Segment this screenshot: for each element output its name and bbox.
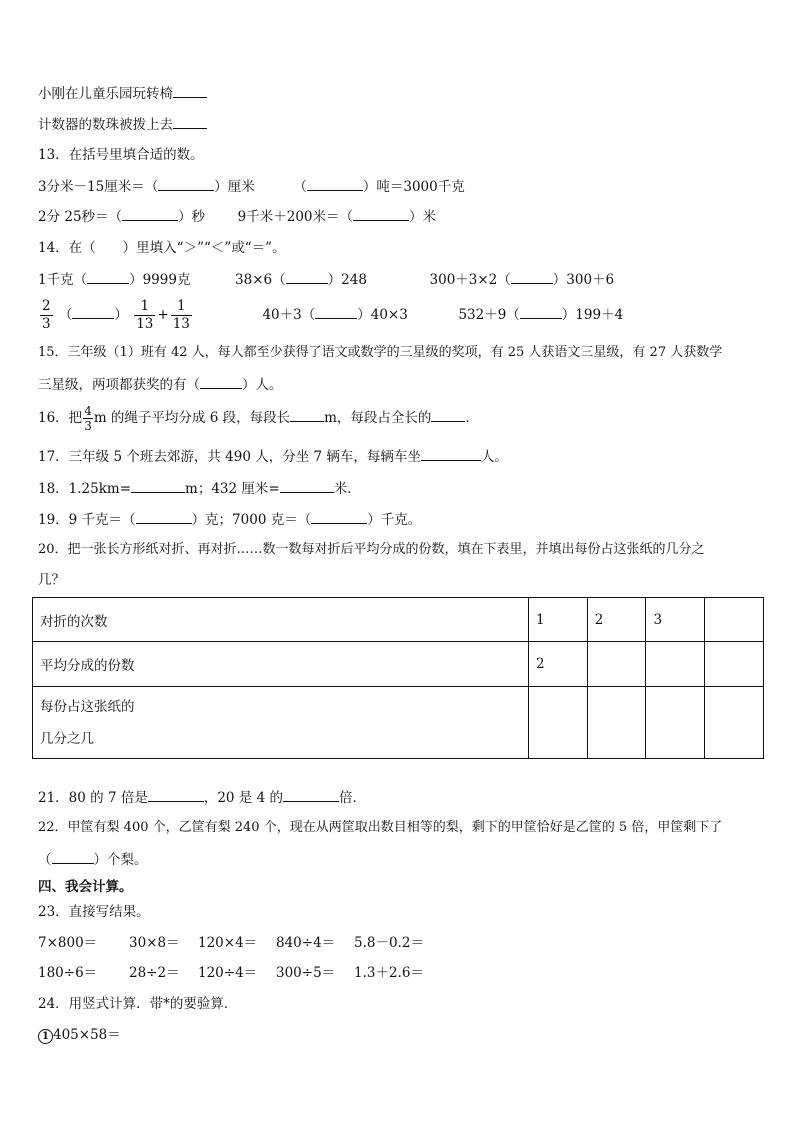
calc-item: 840÷4＝ — [276, 935, 336, 951]
q18: 18．1.25km= m；432 厘米= 米． — [38, 481, 361, 497]
q22-line2: （ ）个梨。 — [38, 852, 148, 868]
answer-blank[interactable] — [173, 84, 207, 98]
table-cell: 3 — [646, 598, 705, 642]
q24-item1: 1 405×58＝ — [38, 1026, 121, 1044]
fold-table — [32, 597, 764, 759]
answer-blank[interactable] — [52, 850, 94, 864]
answer-blank[interactable] — [311, 510, 367, 524]
table-cell-empty[interactable] — [587, 687, 646, 759]
q23-row1 — [38, 934, 424, 952]
table-cell-empty[interactable] — [646, 642, 705, 687]
answer-blank[interactable] — [131, 479, 185, 493]
table-row — [33, 598, 764, 642]
q21: 21．80 的 7 倍是 ，20 是 4 的 倍． — [38, 790, 366, 806]
calc-item: 120×4＝ — [198, 935, 258, 951]
calc-item: 7×800＝ — [38, 935, 98, 951]
q14-row1: 1千克（ ）9999克 38×6（ ）248 300＋3×2（ ）300＋6 — [38, 272, 615, 288]
q22-line1: 22．甲筐有梨 400 个，乙筐有梨 240 个，现在从两筐取出数目相等的梨，剩下的甲筐恰好是乙筐的 5 倍，甲筐剩下了 — [38, 820, 723, 835]
table-row — [33, 687, 764, 759]
q14-row2: $\frac{2}{3}$ （ ） $\frac{1}{13}$ + $\frac{1}{13}$ 40＋3（ ）40×3 532＋9（ ）199＋4 — [42, 298, 624, 332]
fraction-1-13: $\frac{1}{13}$ — [136, 298, 154, 332]
table-cell: 1 — [528, 598, 587, 642]
answer-blank[interactable] — [280, 479, 334, 493]
q20-line1: 20．把一张长方形纸对折、再对折……数一数每对折后平均分成的份数，填在下表里，并填出每份占这张纸的几分之 — [38, 542, 705, 557]
answer-blank[interactable] — [353, 207, 409, 221]
answer-blank[interactable] — [431, 408, 465, 422]
answer-blank[interactable] — [136, 510, 192, 524]
q16: 16．把 $\frac{4}{3}$ m 的绳子平均分成 6 段，每段长 m，每段占全长的 ． — [38, 404, 479, 433]
q23-title: 23．直接写结果。 — [38, 904, 150, 920]
table-cell-empty[interactable] — [528, 687, 587, 759]
answer-blank[interactable] — [520, 305, 562, 319]
row-label: 每份占这张纸的 几分之几 — [33, 687, 529, 759]
answer-blank[interactable] — [173, 115, 207, 129]
calc-item: 30×8＝ — [129, 935, 180, 951]
calc-item: 28÷2＝ — [129, 965, 180, 981]
calc-item: 300÷5＝ — [276, 965, 336, 981]
table-cell-empty[interactable] — [587, 642, 646, 687]
q24-title: 24．用竖式计算．带*的要验算． — [38, 996, 238, 1012]
answer-blank[interactable] — [158, 177, 214, 191]
q13-title: 13．在括号里填合适的数。 — [38, 147, 204, 163]
table-cell-empty[interactable] — [646, 687, 705, 759]
circled-number: 1 — [38, 1029, 53, 1044]
q20-line2: 几？ — [38, 572, 65, 588]
calc-item: 180÷6＝ — [38, 965, 98, 981]
calc-item: 120÷4＝ — [198, 965, 258, 981]
q17: 17．三年级 5 个班去郊游，共 490 人，分坐 7 辆车，每辆车坐 人。 — [38, 449, 508, 465]
q15-line2: 三星级，两项都获奖的有（ ）人。 — [38, 377, 283, 393]
table-cell-empty[interactable] — [705, 687, 764, 759]
table-cell: 2 — [528, 642, 587, 687]
calc-item: 5.8－0.2＝ — [354, 935, 424, 951]
q13-row1: 3分米－15厘米＝（ ）厘米 （ ）吨＝3000千克 — [38, 179, 465, 195]
answer-blank[interactable] — [421, 447, 481, 461]
answer-blank[interactable] — [511, 270, 553, 284]
table-cell-empty[interactable] — [705, 598, 764, 642]
table-cell: 2 — [587, 598, 646, 642]
q13-row2: 2分 25秒＝（ ）秒 9千米＋200米＝（ ）米 — [38, 209, 437, 225]
row-label: 平均分成的份数 — [33, 642, 529, 687]
q12-item-b: 计数器的数珠被拨上去 — [38, 115, 207, 134]
section-title: 四、我会计算。 — [38, 879, 133, 895]
fraction-2-3: $\frac{2}{3}$ — [42, 298, 51, 332]
answer-blank[interactable] — [290, 408, 324, 422]
q12-item-a: 小刚在儿童乐园玩转椅 — [38, 84, 207, 103]
q15-line1: 15．三年级（1）班有 42 人，每人都至少获得了语文或数学的三星级的奖项，有 25 人获语文三星级，有 27 人获数学 — [38, 345, 723, 360]
calc-item: 1.3＋2.6＝ — [354, 965, 424, 981]
answer-blank[interactable] — [148, 788, 204, 802]
answer-blank[interactable] — [122, 207, 178, 221]
answer-blank[interactable] — [286, 270, 328, 284]
answer-blank[interactable] — [72, 305, 114, 319]
answer-blank[interactable] — [315, 305, 357, 319]
q23-row2 — [38, 964, 424, 982]
row-label: 对折的次数 — [33, 598, 529, 642]
fraction-4-3: $\frac{4}{3}$ — [84, 404, 92, 433]
answer-blank[interactable] — [200, 375, 242, 389]
q19: 19．9 千克＝（ ）克；7000 克＝（ ）千克。 — [38, 512, 422, 528]
answer-blank[interactable] — [87, 270, 129, 284]
table-row — [33, 642, 764, 687]
answer-blank[interactable] — [307, 177, 363, 191]
q14-title: 14．在（ ）里填入“＞”“＜”或“＝”。 — [38, 240, 286, 256]
table-cell-empty[interactable] — [705, 642, 764, 687]
answer-blank[interactable] — [283, 788, 339, 802]
fraction-1-13: $\frac{1}{13}$ — [172, 298, 190, 332]
